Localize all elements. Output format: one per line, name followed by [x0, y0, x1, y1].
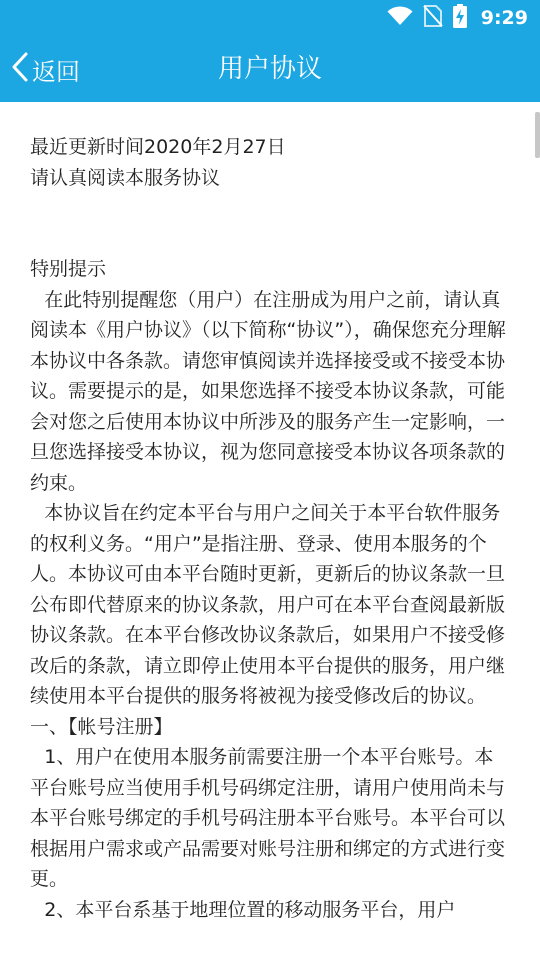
special-notice-title: 特别提示 — [30, 258, 107, 280]
page-title: 用户协议 — [217, 54, 322, 84]
special-notice-paragraph-2: 本协议旨在约定本平台与用户之间关于本平台软件服务的权利义务。“用户”是指注册、登录、使用本服务的个人。本协议可由本平台随时更新，更新后的协议条款一旦公布即代替原来的协议条款，用户可在本平台查阅最新版协议条款。在本平台修改协议条款后，如果用户不接受修改后的条款，请立即停止使用本平台提供的服务，用户继续使用本平台提供的服务将被视为接受修改后的协议。 — [30, 502, 506, 707]
app-bar — [0, 36, 540, 102]
scrollbar-thumb[interactable] — [535, 112, 540, 158]
battery-charging-icon — [453, 4, 467, 32]
no-sim-icon — [423, 5, 443, 31]
section-1-paragraph-2: 2、本平台系基于地理位置的移动服务平台，用户 — [44, 898, 456, 921]
chevron-left-icon — [10, 52, 30, 86]
back-label: 返回 — [32, 57, 80, 86]
updated-date: 最近更新时间2020年2月27日 — [30, 136, 286, 158]
scrollbar[interactable] — [535, 102, 540, 960]
status-bar — [0, 0, 540, 36]
agreement-content — [30, 132, 510, 925]
read-notice: 请认真阅读本服务协议 — [30, 166, 221, 189]
back-button[interactable] — [10, 36, 80, 102]
status-time: 9:29 — [480, 7, 528, 29]
section-1-title: 一、【帐号注册】 — [30, 715, 173, 738]
wifi-icon — [387, 6, 413, 30]
special-notice-paragraph-1: 在此特别提醒您（用户）在注册成为用户之前，请认真阅读本《用户协议》（以下简称“协议”），确保您充分理解本协议中各条款。请您审慎阅读并选择接受或不接受本协议。需要提示的是，如果您选择不接受本协议条款，可能会对您之后使用本协议中所涉及的服务产生一定影响，一旦您选择接受本协议，视为您同意接受本协议各项条款的约束。 — [30, 288, 506, 494]
status-icons — [387, 0, 528, 36]
spacer — [30, 193, 510, 254]
section-1-paragraph-1: 1、用户在使用本服务前需要注册一个本平台账号。本平台账号应当使用手机号码绑定注册，请用户使用尚未与本平台账号绑定的手机号码注册本平台账号。本平台可以根据用户需求或产品需要对账号注册和绑定的方式进行变更。 — [30, 746, 506, 890]
